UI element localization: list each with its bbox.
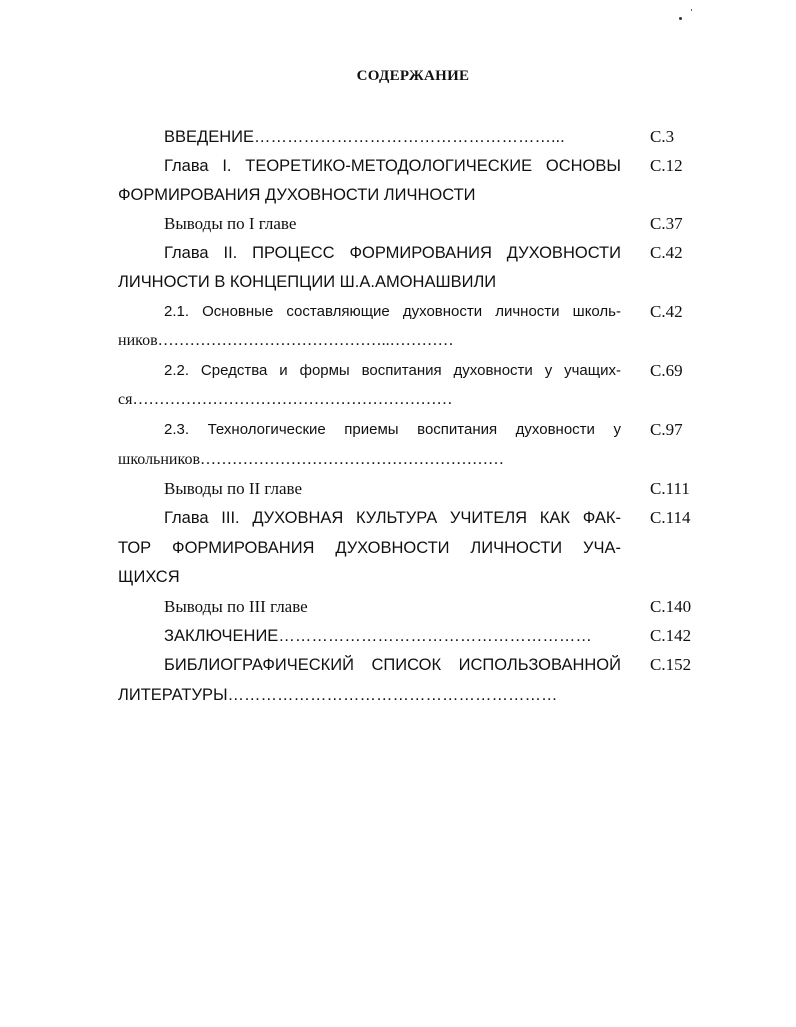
toc-entry-bibliography-cont: ЛИТЕРАТУРЫ……………………………………………………: [118, 686, 558, 704]
toc-entry-chapter-2-cont: ЛИЧНОСТИ В КОНЦЕПЦИИ Ш.А.АМОНАШВИЛИ: [118, 273, 497, 291]
toc-page-number: С.12: [650, 156, 683, 175]
toc-entry-section-2-3: 2.3. Технологические приемы воспитания духовности у: [164, 421, 621, 438]
toc-entry-conclusion: ЗАКЛЮЧЕНИЕ…………………………………………………: [164, 627, 592, 645]
toc-entry-section-2-2: 2.2. Средства и формы воспитания духовности у учащих-: [164, 362, 621, 379]
toc-entry-section-2-3-cont: школьников…………………………………………………: [118, 451, 504, 468]
toc-page-number: С.140: [650, 597, 692, 616]
toc-page-number: С.97: [650, 420, 683, 439]
scan-speck: [691, 9, 692, 11]
toc-entry-section-2-2-cont: ся……………………………………………………: [118, 391, 453, 408]
toc-entry-conclusions-1: Выводы по I главе: [164, 214, 297, 233]
toc-entry-conclusions-3: Выводы по III главе: [164, 597, 308, 616]
toc-page-number: С.111: [650, 479, 690, 498]
toc-page-number: С.42: [650, 302, 683, 321]
toc-entry-chapter-3-cont2: ЩИХСЯ: [118, 568, 180, 586]
toc-page-number: С.114: [650, 508, 691, 527]
scan-speck: [679, 17, 682, 20]
toc-entry-section-2-1-cont: ников……………………………………..…………: [118, 332, 454, 349]
toc-entry-chapter-2: Глава II. ПРОЦЕСС ФОРМИРОВАНИЯ ДУХОВНОСТИ: [164, 244, 621, 262]
toc-title: СОДЕРЖАНИЕ: [356, 68, 470, 84]
toc-entry-chapter-1-cont: ФОРМИРОВАНИЯ ДУХОВНОСТИ ЛИЧНОСТИ: [118, 186, 476, 204]
toc-page-number: С.142: [650, 626, 692, 645]
toc-entry-chapter-3: Глава III. ДУХОВНАЯ КУЛЬТУРА УЧИТЕЛЯ КАК ФАК-: [164, 509, 621, 527]
toc-entry-chapter-3-cont: ТОР ФОРМИРОВАНИЯ ДУХОВНОСТИ ЛИЧНОСТИ УЧА-: [118, 539, 621, 557]
toc-page-number: С.3: [650, 127, 675, 146]
toc-entry-conclusions-2: Выводы по II главе: [164, 479, 303, 498]
toc-entry-section-2-1: 2.1. Основные составляющие духовности личности школь-: [164, 303, 621, 320]
toc-page-number: С.69: [650, 361, 683, 380]
toc-page-number: С.42: [650, 243, 683, 262]
toc-entry-chapter-1: Глава I. ТЕОРЕТИКО-МЕТОДОЛОГИЧЕСКИЕ ОСНОВЫ: [164, 157, 621, 175]
toc-entry-introduction: ВВЕДЕНИЕ………………………………………………...: [164, 128, 565, 146]
toc-page-number: С.37: [650, 214, 683, 233]
toc-page-number: С.152: [650, 655, 692, 674]
toc-entry-bibliography: БИБЛИОГРАФИЧЕСКИЙ СПИСОК ИСПОЛЬЗОВАННОЙ: [164, 656, 621, 674]
